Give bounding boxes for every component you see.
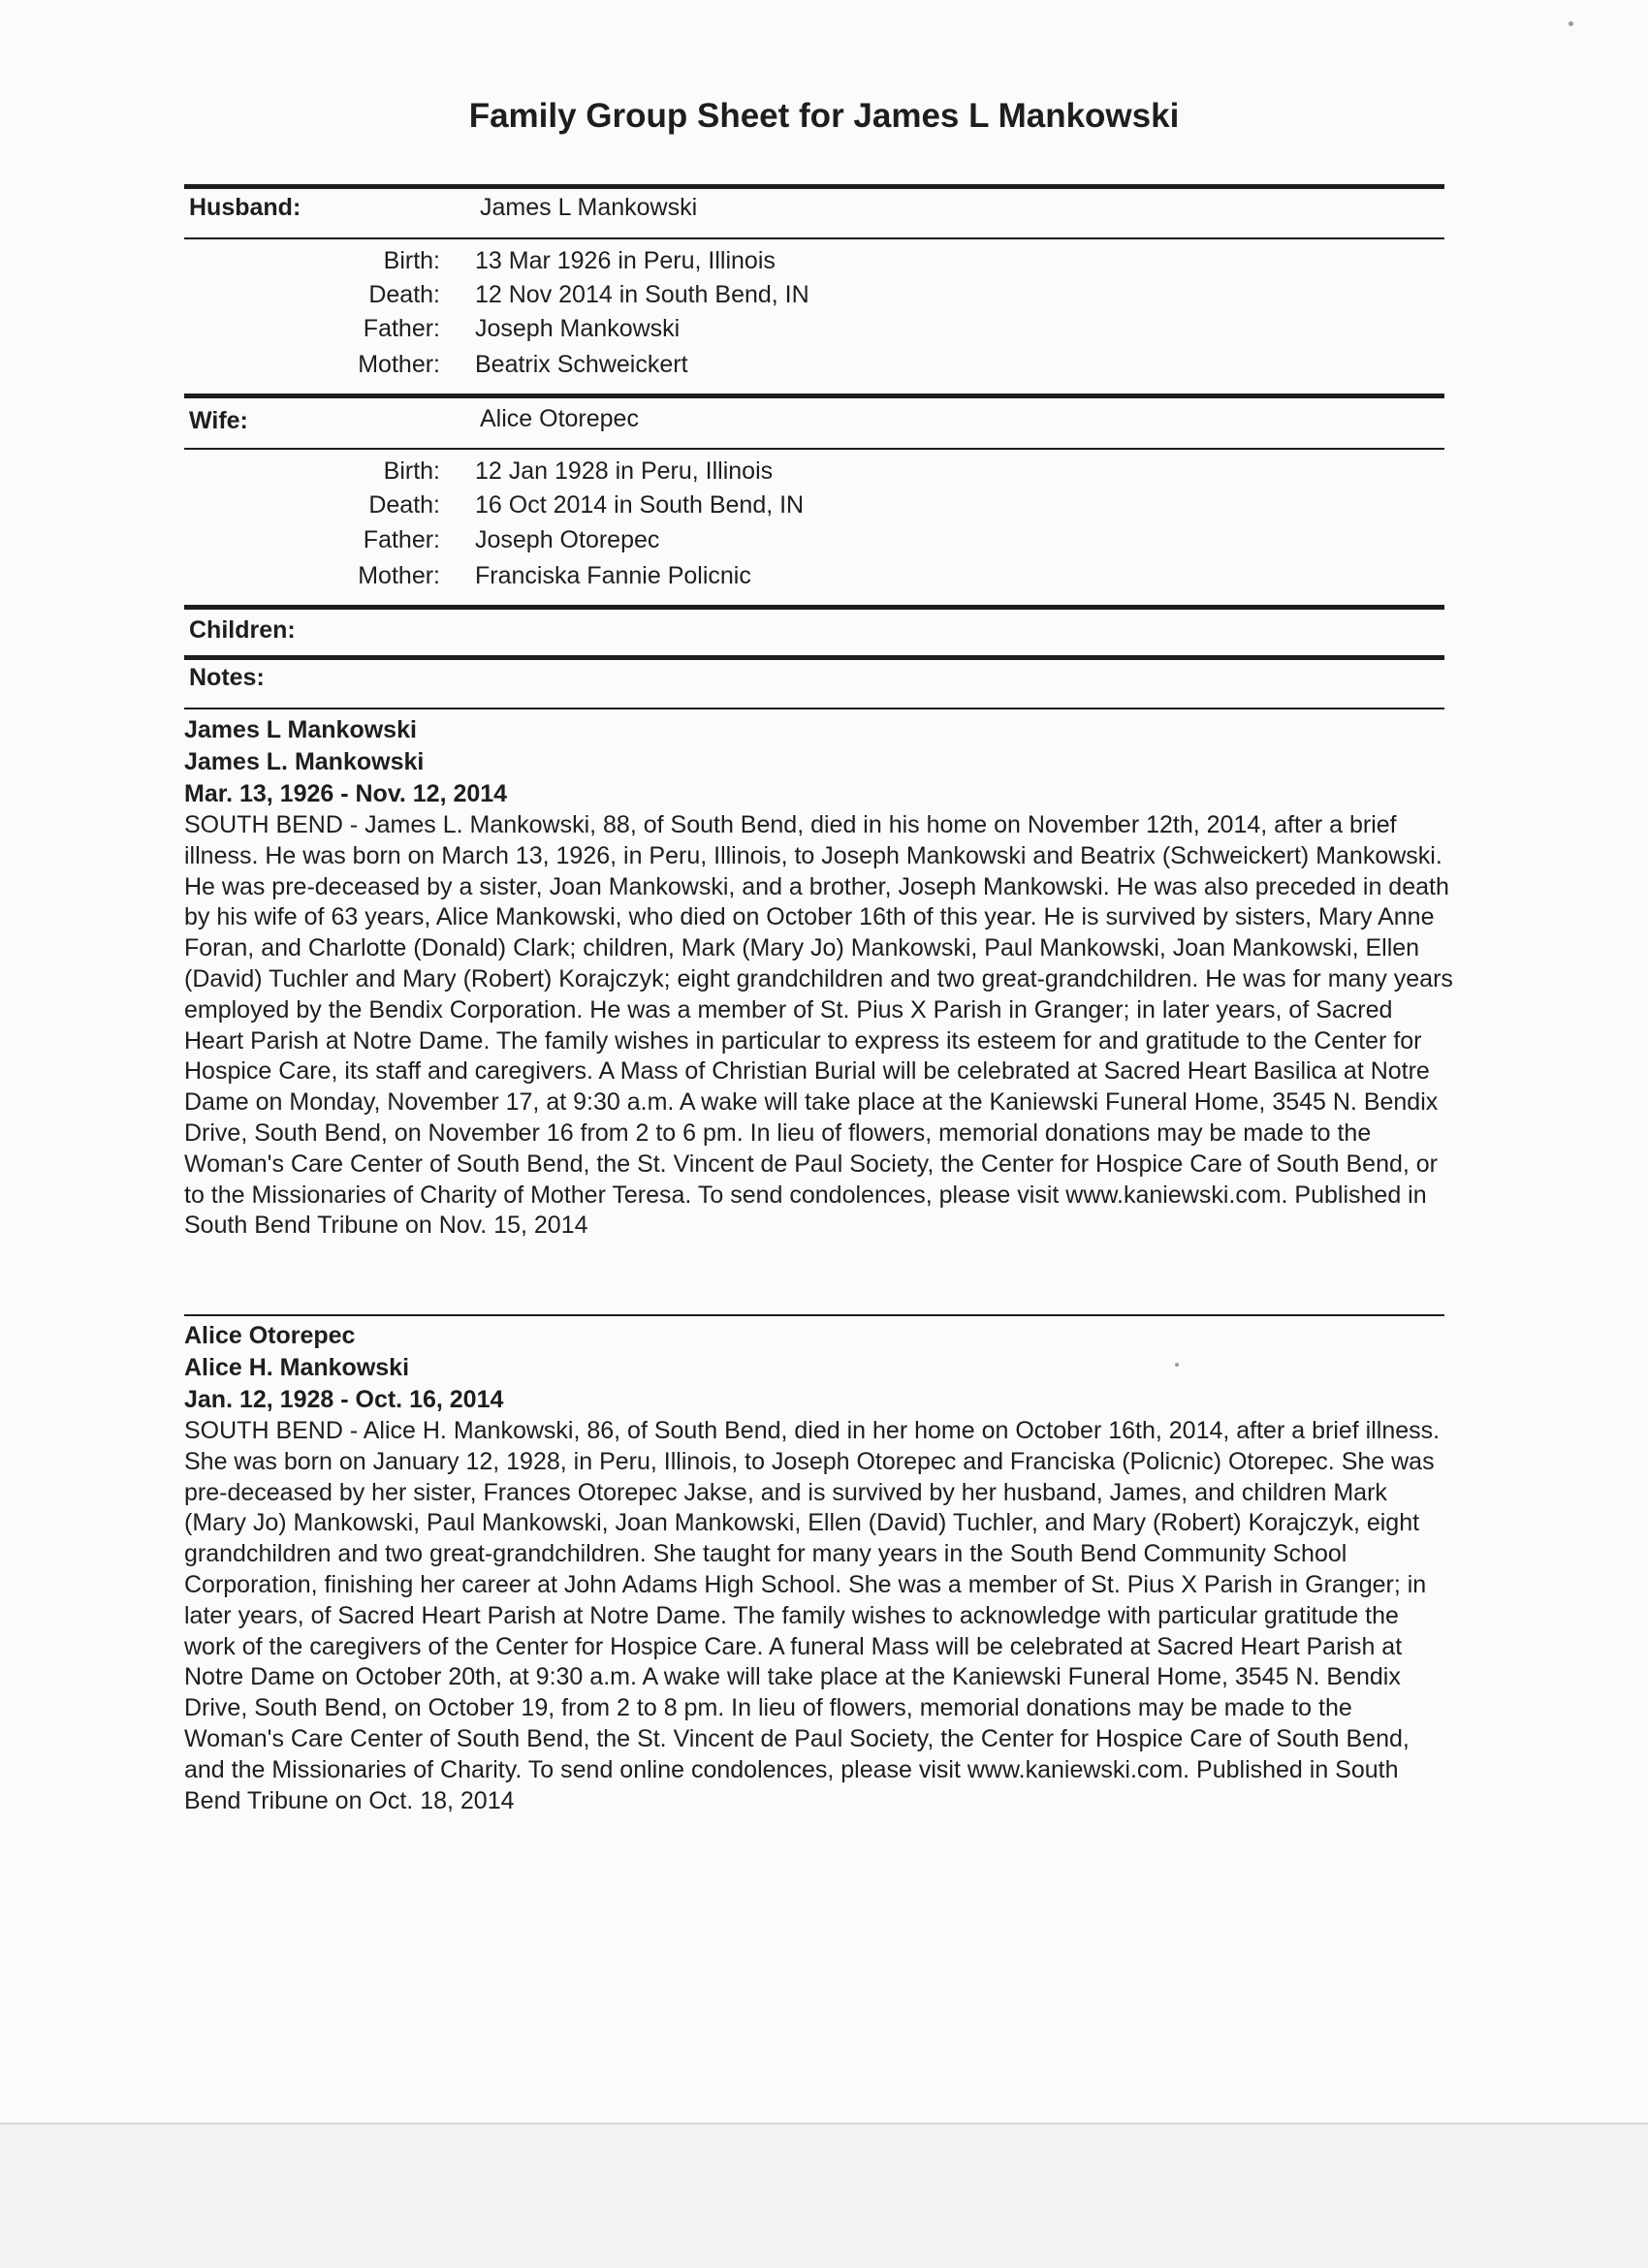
husband-mother-value: Beatrix Schweickert [475, 351, 688, 378]
scanner-bottom-edge [0, 2123, 1648, 2268]
children-top-rule [184, 605, 1444, 610]
husband-birth-value: 13 Mar 1926 in Peru, Illinois [475, 247, 776, 274]
children-label: Children: [189, 616, 296, 644]
wife-name: Alice Otorepec [480, 405, 639, 432]
obituary-text: SOUTH BEND - James L. Mankowski, 88, of South Bend, died in his home on November 12th, 2014, after a brief illness. He was born on March 13, 1926, in Peru, Illinois, to Joseph Mankowski and Beatrix (Schweickert) Mankowski. He was pre-deceased by a sister, Joan Mankowski, and a brother, Joseph Mankowski. He was also preceded in death by his wife of 63 years, Alice Mankowski, who died on October 16th of this year. He is survived by sisters, Mary Anne Foran, and Charlotte (Donald) Clark; children, Mark (Mary Jo) Mankowski, Paul Mankowski, Joan Mankowski, Ellen (David) Tuchler and Mary (Robert) Korajczyk; eight grandchildren and two great-grandchildren. He was for many years employed by the Bendix Corporation. He was a member of St. Pius X Parish in Granger; in later years, of Sacred Heart Parish at Notre Dame. The family wishes in particular to express its esteem for and gratitude to the Center for Hospice Care, its staff and caregivers. A Mass of Christian Burial will be celebrated at Sacred Heart Basilica at Notre Dame on Monday, November 17, at 9:30 a.m. A wake will take place at the Kaniewski Funeral Home, 3545 N. Bendix Drive, South Bend, on November 16 from 2 to 6 pm. In lieu of flowers, memorial donations may be made to the Woman's Care Center of South Bend, the St. Vincent de Paul Society, the Center for Hospice Care of South Bend, or to the Missionaries of Charity of Mother Teresa. To send condolences, please visit www.kaniewski.com. Published in South Bend Tribune on Nov. 15, 2014 [184, 811, 1453, 1240]
wife-mother-value: Franciska Fannie Policnic [475, 562, 751, 589]
page-title: Family Group Sheet for James L Mankowski [468, 97, 1180, 135]
wife-birth-label: Birth: [383, 457, 440, 485]
wife-birth-value: 12 Jan 1928 in Peru, Illinois [475, 457, 774, 485]
wife-father-label: Father: [363, 526, 440, 553]
obituary-dates: Mar. 13, 1926 - Nov. 12, 2014 [184, 780, 508, 807]
obituary-text: SOUTH BEND - Alice H. Mankowski, 86, of South Bend, died in her home on October 16th, 2014, after a brief illness. She was born on January 12, 1928, in Peru, Illinois, to Joseph Otorepec and Franciska (Policnic) Otorepec. She was pre-deceased by her sister, Frances Otorepec Jakse, and is survived by her husband, James, and children Mark (Mary Jo) Mankowski, Paul Mankowski, Joan Mankowski, Ellen (David) Tuchler, and Mary (Robert) Korajczyk, eight grandchildren and two great-grandchildren. She taught for many years in the South Bend Community School Corporation, finishing her career at John Adams High School. She was a member of St. Pius X Parish in Granger; in later years, of Sacred Heart Parish at Notre Dame. The family wishes to acknowledge with particular gratitude the work of the caregivers of the Center for Hospice Care. A funeral Mass will be celebrated at Sacred Heart Parish at Notre Dame on October 20th, at 9:30 a.m. A wake will take place at the Kaniewski Funeral Home, 3545 N. Bendix Drive, South Bend, on October 19, from 2 to 8 pm. In lieu of flowers, memorial donations may be made to the Woman's Care Center of South Bend, the St. Vincent de Paul Society, the Center for Hospice Care of South Bend, and the Missionaries of Charity. To send online condolences, please visit www.kaniewski.com. Published in South Bend Tribune on Oct. 18, 2014 [184, 1417, 1441, 1814]
wife-death-label: Death: [368, 491, 440, 519]
scan-speck [1175, 1363, 1179, 1367]
husband-death-value: 12 Nov 2014 in South Bend, IN [475, 281, 809, 308]
husband-sub-rule [184, 237, 1444, 239]
wife-death-value: 16 Oct 2014 in South Bend, IN [475, 491, 805, 519]
husband-label: Husband: [189, 194, 301, 221]
notes-label: Notes: [189, 664, 265, 691]
husband-name: James L Mankowski [480, 194, 698, 221]
obituary-alice [184, 1320, 1454, 1816]
husband-birth-label: Birth: [383, 247, 440, 274]
notes-top-rule [184, 655, 1444, 660]
scan-speck [1569, 21, 1573, 26]
husband-father-value: Joseph Mankowski [475, 315, 681, 342]
wife-label: Wife: [189, 407, 248, 434]
husband-top-rule [184, 184, 1444, 189]
husband-death-label: Death: [368, 281, 440, 308]
husband-mother-label: Mother: [358, 351, 440, 378]
obituary-name: James L Mankowski [184, 716, 417, 743]
obituary-james [184, 714, 1454, 1242]
wife-mother-label: Mother: [358, 562, 440, 589]
wife-father-value: Joseph Otorepec [475, 526, 660, 553]
obituary-dates: Jan. 12, 1928 - Oct. 16, 2014 [184, 1386, 504, 1413]
notes-divider-rule [184, 1314, 1444, 1316]
husband-father-label: Father: [363, 315, 440, 342]
wife-top-rule [184, 394, 1444, 398]
obituary-full-name: James L. Mankowski [184, 748, 425, 775]
wife-sub-rule [184, 448, 1444, 450]
obituary-full-name: Alice H. Mankowski [184, 1354, 410, 1381]
obituary-name: Alice Otorepec [184, 1322, 356, 1349]
notes-sub-rule [184, 708, 1444, 709]
